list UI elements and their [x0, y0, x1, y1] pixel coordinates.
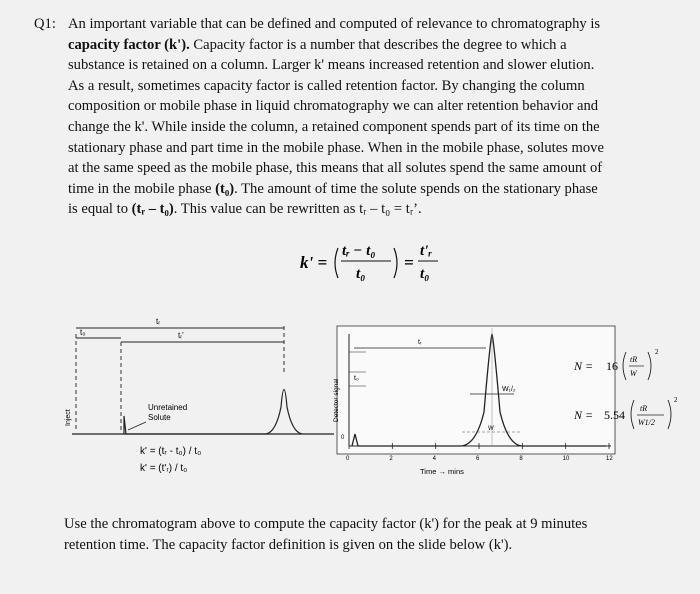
trprime-label: tᵣ' — [178, 331, 184, 340]
x-axis-label: Time → mins — [420, 467, 464, 476]
n2-numerator: tR — [640, 404, 648, 413]
x-tick-label: 4 — [432, 456, 437, 462]
n1-coefficient: 16 — [606, 359, 618, 373]
formula-equals: = — [404, 253, 414, 272]
formula-numerator-1: tᵣ − t₀ — [342, 243, 376, 259]
tr-marker: tᵣ — [418, 339, 422, 346]
middle-chromatogram — [333, 326, 615, 476]
question-line: stationary phase and part time in the mobile phase. When in the mobile phase, solutes move — [68, 139, 604, 156]
x-tick-label: 6 — [476, 456, 480, 462]
n1-exponent: 2 — [655, 348, 659, 356]
y-axis-label: Detector signal — [333, 378, 340, 422]
solute-label: Solute — [148, 413, 171, 422]
question-line: change the k'. While inside the column, a retained component spends part of its time on the — [68, 119, 600, 135]
question-line: is equal to (tᵣ – t₀). This value can be rewritten as tᵣ – t₀ = tᵣ’. — [68, 201, 422, 218]
chromatogram-figure — [66, 312, 696, 487]
n2-coefficient: 5.54 — [604, 408, 625, 422]
x-tick-label: 12 — [606, 456, 613, 462]
question-line: capacity factor (k'). Capacity factor is a number that describes the degree to which a — [68, 36, 567, 53]
question-line: An important variable that can be defined and computed of relevance to chromatography is — [68, 16, 601, 32]
t0-label: t₀ — [80, 328, 86, 337]
k-equation-2: k' = (t'ᵣ) / t₀ — [140, 463, 188, 474]
n2-lhs: N = — [574, 408, 594, 422]
question-line: time in the mobile phase (t₀). The amount of time the solute spends on the stationary phase — [68, 180, 598, 197]
x-tick-label: 8 — [519, 456, 523, 462]
x-tick-label: 0 — [346, 456, 350, 462]
tr-label: tᵣ — [156, 317, 161, 326]
instruction-line-2: retention time. The capacity factor definition is given on the slide below (k'). — [64, 537, 513, 553]
n2-denominator: W1/2 — [638, 418, 655, 427]
half-width-label: W₁/₂ — [502, 386, 516, 393]
y-zero-label: 0 — [341, 435, 345, 441]
instruction-text — [64, 514, 587, 556]
formula-lhs: k' = — [300, 253, 328, 272]
formula-denominator-2: t₀ — [420, 266, 430, 282]
t0-marker: t₀ — [354, 375, 359, 382]
question-line: As a result, sometimes capacity factor is called retention factor. By changing the column — [68, 77, 585, 94]
x-tick-label: 2 — [389, 456, 393, 462]
inject-label: Inject — [65, 409, 72, 426]
left-diagram — [65, 317, 334, 474]
capacity-factor-formula — [300, 240, 440, 286]
question-number: Q1: — [34, 16, 56, 32]
formula-denominator-1: t₀ — [356, 266, 366, 282]
x-tick-label: 10 — [562, 456, 570, 462]
unretained-label: Unretained — [148, 403, 188, 412]
width-label: W — [488, 426, 494, 432]
question-line: composition or mobile phase in liquid chromatography we can alter retention behavior and — [68, 98, 599, 115]
n1-numerator: tR — [630, 355, 638, 364]
formula-numerator-2: t'ᵣ — [420, 243, 432, 259]
n1-lhs: N = — [574, 359, 594, 373]
n1-denominator: W — [630, 369, 637, 378]
question-line: at the same speed as the mobile phase, this means that all solutes spend the same amount of — [68, 160, 603, 177]
k-equation-1: k' = (tᵣ - t₀) / t₀ — [140, 446, 202, 457]
question-line: substance is retained on a column. Larger k' means increased retention and slower elution. — [68, 57, 595, 74]
instruction-line-1: Use the chromatogram above to compute the capacity factor (k') for the peak at 9 minutes — [64, 516, 588, 532]
n2-exponent: 2 — [674, 396, 678, 404]
